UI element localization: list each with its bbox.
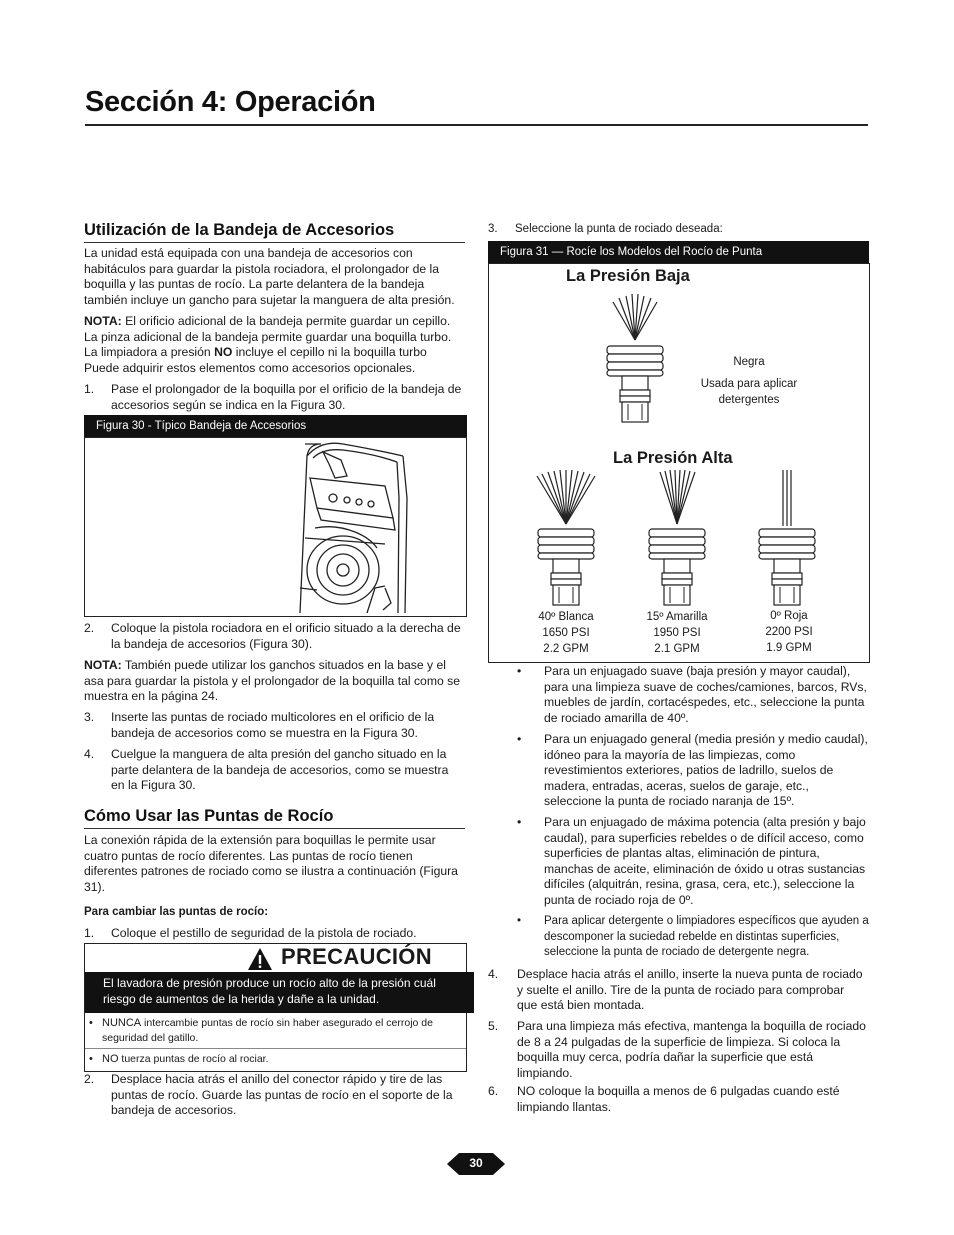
page-number: 30 xyxy=(469,1156,483,1170)
tips-intro: La conexión rápida de la extensión para boquillas le permite usar cuatro puntas de rocío diferentes. Las puntas de rocío tienen diferentes patrones de rociado como se ilustra a continuación (Figura 31). xyxy=(84,833,458,894)
tray-note: NOTA: El orificio adicional de la bandeja permite guardar un cepillo. La pinza adicional de la bandeja permite guardar una boquilla turbo. La limpiadora a presión NO incluye el cepillo ni la boquilla turbo Puede adquirir estos elementos como accesorios opcionales. xyxy=(84,314,452,375)
tip-40-label: 40º Blanca 1650 PSI 2.2 GPM xyxy=(538,611,594,655)
figure-30-illustration xyxy=(84,437,467,617)
tip-0-label: 0º Roja 2200 PSI 1.9 GPM xyxy=(765,610,813,654)
warning-triangle-icon xyxy=(247,947,273,971)
tip-15-label: 15º Amarilla 1950 PSI 2.1 GPM xyxy=(646,611,708,655)
caution-bullets xyxy=(85,1016,466,1067)
tray-heading-rule xyxy=(84,242,465,243)
high-pressure-heading: La Presión Alta xyxy=(613,449,733,467)
tips-heading-rule xyxy=(84,828,465,829)
title-rule xyxy=(85,124,868,126)
tray-note-2: NOTA: También puede utilizar los ganchos situados en la base y el asa para guardar la pistola y el prolongador de la boquilla tal como se muestra en la página 24. xyxy=(84,658,461,704)
page-title: Sección 4: Operación xyxy=(85,86,376,118)
step-4: 4. Cuelgue la manguera de alta presión del gancho situado en la parte delantera de la bandeja de accesorios, como se muestra en la Figura 30. xyxy=(84,747,449,793)
change-step-1: 1. Coloque el pestillo de seguridad de la pistola de rociado. xyxy=(84,926,417,940)
caution-bullet-2: • NO tuerza puntas de rocío al rociar. xyxy=(89,1053,269,1065)
figure-30-caption: Figura 30 - Típico Bandeja de Accesorios xyxy=(84,415,467,437)
figure-31-caption: Figura 31 — Rocíe los Modelos del Rocío de Punta xyxy=(488,241,869,263)
figure-31-spray-tips xyxy=(488,263,870,663)
step-2: 2. Coloque la pistola rociadora en el orificio situado a la derecha de la bandeja de accesorios (Figura 30). xyxy=(84,621,461,651)
caution-divider xyxy=(85,1048,466,1049)
change-step-5: 5. Para una limpieza más efectiva, mantenga la boquilla de rociado de 8 a 24 pulgadas de la superficie de limpieza. Si coloca la boquilla muy cerca, podría dañar la superficie que está limpiando. xyxy=(488,1019,866,1080)
step-3: 3. Inserte las puntas de rociado multicolores en el orificio de la bandeja de accesorios como se muestra en la Figura 30. xyxy=(84,710,435,740)
caution-message: El lavadora de presión produce un rocío alto de la presión cuál riesgo de aumentos de la herida y dañe a la unidad. xyxy=(85,972,474,1013)
caution-bullet-1: • NUNCA intercambie puntas de rocío sin haber asegurado el cerrojo de seguridad del gatillo. xyxy=(89,1017,433,1044)
step-1: 1. Pase el prolongador de la boquilla por el orificio de la bandeja de accesorios según se indica en la Figura 30. xyxy=(84,382,462,412)
caution-title: PRECAUCIÓN xyxy=(281,944,432,969)
change-step-4: 4. Desplace hacia atrás el anillo, inserte la nueva punta de rociado y suelte el anillo. Tire de la punta de rociado para comprobar que está bien montada. xyxy=(488,967,863,1013)
black-tip-label: Negra Usada para aplicar detergentes xyxy=(700,356,798,406)
tray-intro: La unidad está equipada con una bandeja de accesorios con habitáculos para guardar la pistola rociadora, el prolongador de la boquilla y las puntas de rocío. La parte delantera de la bandeja también incluye un gancho para sujetar la manguera de alta presión. xyxy=(84,246,455,307)
change-step-6: 6. NO coloque la boquilla a menos de 6 pulgadas cuando esté limpiando llantas. xyxy=(488,1084,840,1114)
change-step-3: 3. Seleccione la punta de rociado deseada: xyxy=(488,223,723,235)
caution-box xyxy=(84,943,467,1072)
change-step-2: 2. Desplace hacia atrás el anillo del conector rápido y tire de las puntas de rocío. Guarde las puntas de rocío en el soporte de la bandeja de accesorios. xyxy=(84,1072,453,1118)
tray-heading: Utilización de la Bandeja de Accesorios xyxy=(84,221,395,239)
accessory-tray-drawing xyxy=(85,438,466,616)
note-label: NOTA: xyxy=(84,314,122,328)
low-pressure-heading: La Presión Baja xyxy=(566,267,690,285)
tips-heading: Cómo Usar las Puntas de Rocío xyxy=(84,807,334,825)
change-tips-heading: Para cambiar las puntas de rocío: xyxy=(84,906,269,918)
caution-header xyxy=(85,944,466,972)
